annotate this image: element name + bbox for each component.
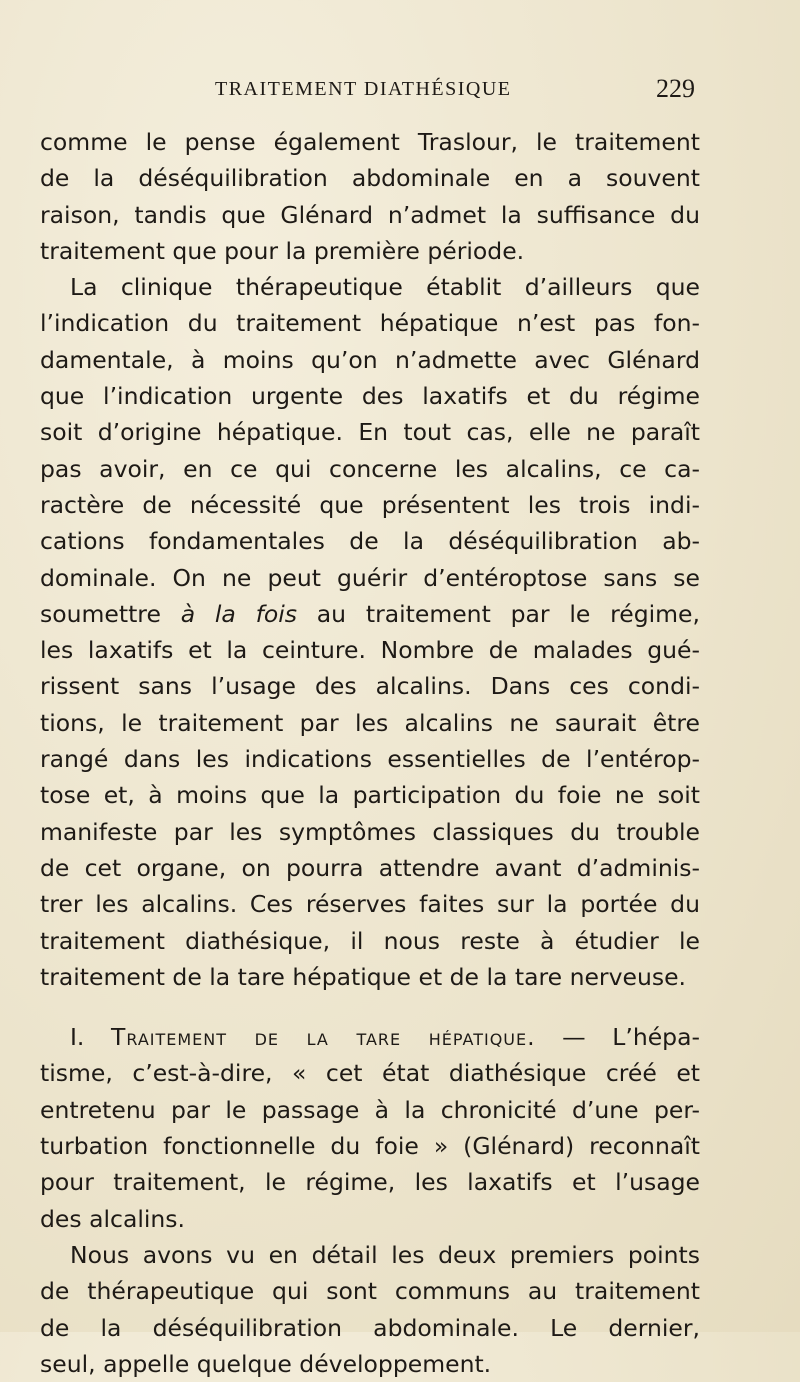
page-number: 229: [656, 74, 695, 103]
running-title: TRAITEMENT DIATHÉSIQUE: [215, 78, 512, 100]
text-line: des alcalins.: [40, 1204, 186, 1233]
text-line: rangé dans les indications essentielles de l’entérop-: [40, 745, 700, 774]
text-line: que l’indication urgente des laxatifs et du régime: [40, 382, 700, 411]
text-line: de la déséquilibration abdominale. Le dernier,: [40, 1313, 700, 1342]
text-line: rissent sans l’usage des alcalins. Dans ces condi-: [40, 672, 700, 701]
text-line: raison, tandis que Glénard n’admet la suffisance du: [40, 200, 700, 229]
text-line: traitement diathésique, il nous reste à étudier le: [40, 926, 700, 955]
text-fragment: soumettre: [40, 599, 161, 628]
text-line: cations fondamentales de la déséquilibration ab-: [40, 527, 700, 556]
text-line: Nous avons vu en détail les deux premiers points: [70, 1240, 700, 1269]
text-line: soit d’origine hépatique. En tout cas, elle ne paraît: [40, 418, 700, 447]
text-line: turbation fonctionnelle du foie » (Glénard) reconnaît: [40, 1132, 700, 1161]
text-line: pas avoir, en ce qui concerne les alcalins, ce ca-: [40, 454, 700, 483]
section-heading: Traitement de la tare hépatique.: [111, 1023, 536, 1052]
text-line: manifeste par les symptômes classiques du trouble: [40, 817, 700, 846]
italic-phrase: à la fois: [180, 599, 297, 628]
text-line: La clinique thérapeutique établit d’ailleurs que: [70, 273, 700, 302]
section-heading-line: [40, 1019, 700, 1055]
text-line: trer les alcalins. Ces réserves faites sur la portée du: [40, 890, 700, 919]
text-line: dominale. On ne peut guérir d’entéroptose sans se: [40, 563, 700, 592]
text-fragment: — L’hépa-: [562, 1023, 700, 1052]
text-line: comme le pense également Traslour, le traitement: [40, 128, 700, 156]
text-line: traitement que pour la première période.: [40, 236, 525, 265]
body-text: [40, 124, 700, 1382]
text-line: ractère de nécessité que présentent les trois indi-: [40, 490, 700, 519]
text-line: seul, appelle quelque développement.: [40, 1349, 492, 1378]
section-gap: [40, 995, 700, 1019]
text-line: tisme, c’est-à-dire, « cet état diathésique créé et: [40, 1059, 700, 1088]
section-number: I.: [70, 1023, 85, 1052]
text-line: tions, le traitement par les alcalins ne saurait être: [40, 708, 700, 737]
text-line: entretenu par le passage à la chronicité d’une per-: [40, 1095, 700, 1124]
text-fragment: au traitement par le régime,: [316, 599, 700, 628]
text-line: de cet organe, on pourra attendre avant d’adminis-: [40, 853, 700, 882]
text-line: de la déséquilibration abdominale en a souvent: [40, 164, 700, 193]
text-line: damentale, à moins qu’on n’admette avec Glénard: [40, 345, 700, 374]
running-header: [40, 74, 695, 108]
text-line: tose et, à moins que la participation du foie ne soit: [40, 781, 700, 810]
text-line: l’indication du traitement hépatique n’est pas fon-: [40, 309, 700, 338]
text-line: de thérapeutique qui sont communs au traitement: [40, 1277, 700, 1306]
text-line: [40, 596, 700, 632]
text-line: les laxatifs et la ceinture. Nombre de malades gué-: [40, 636, 700, 665]
text-line: traitement de la tare hépatique et de la tare nerveuse.: [40, 962, 687, 991]
text-line: pour traitement, le régime, les laxatifs et l’usage: [40, 1168, 700, 1197]
